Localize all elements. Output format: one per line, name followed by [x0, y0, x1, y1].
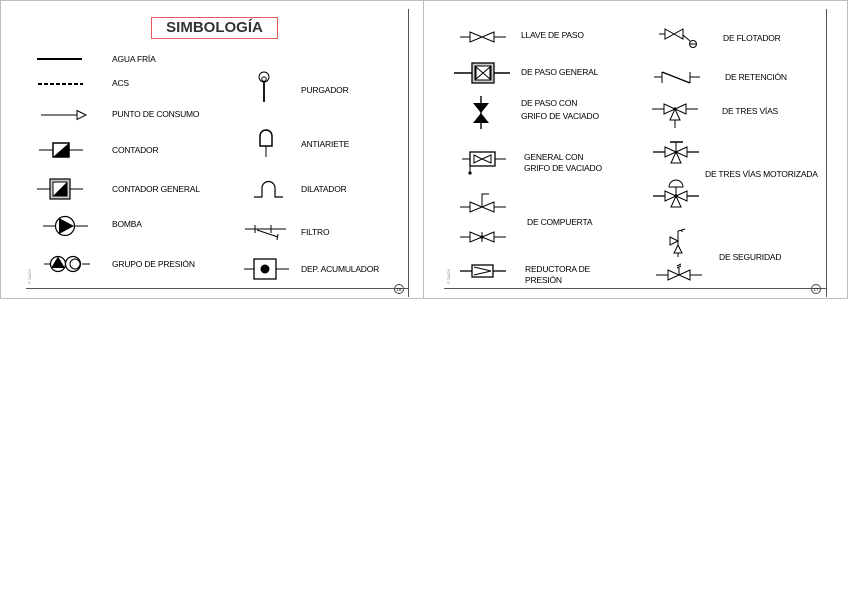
storage-tank-icon: [244, 258, 290, 280]
three-way-valve-icon: [652, 99, 700, 129]
cold-water-line-icon: [37, 56, 83, 62]
slide-frame-right-edge: [408, 9, 409, 297]
sluice-valve-icon: [460, 192, 508, 214]
safety-valve-icon: [668, 227, 688, 259]
label-contador: CONTADOR: [112, 145, 159, 155]
label-grifo-de-vaciado: GRIFO DE VACIADO: [521, 111, 599, 121]
label-reductora-de: REDUCTORA DE: [525, 264, 590, 274]
hot-water-dashed-line-icon: [38, 81, 84, 87]
pressure-group-icon: [44, 255, 92, 273]
general-stop-valve-icon: [454, 62, 512, 84]
label-antiariete: ANTIARIETE: [301, 139, 350, 149]
pressure-reducer-icon: [460, 263, 508, 279]
general-meter-icon: [37, 178, 85, 200]
filter-icon: [245, 223, 287, 241]
sluice-valve-alt-icon: [460, 229, 508, 245]
label-dilatador: DILATADOR: [301, 184, 347, 194]
water-hammer-arrestor-icon: [258, 128, 274, 158]
label-de-seguridad: DE SEGURIDAD: [719, 252, 782, 262]
stop-valve-with-drain-icon: [470, 96, 492, 130]
meter-icon: [39, 141, 85, 159]
label-agua-fria: AGUA FRÍA: [112, 54, 156, 64]
label-filtro: FILTRO: [301, 227, 330, 237]
label-llave-de-paso: LLAVE DE PASO: [521, 30, 584, 40]
label-purgador: PURGADOR: [301, 85, 349, 95]
slide-frame-bottom-edge: [26, 288, 409, 289]
slide-simbologia-2: [424, 0, 848, 299]
label-de-tres-vias: DE TRES VÍAS: [722, 106, 779, 116]
general-valve-with-drain-icon: [462, 151, 508, 177]
label-dep-acumulador: DEP. ACUMULADOR: [301, 264, 380, 274]
label-acs: ACS: [112, 78, 129, 88]
label-grupo-de-presion: GRUPO DE PRESIÓN: [112, 259, 195, 269]
gate-valve-icon: [460, 29, 508, 45]
page-number: 16: [394, 284, 404, 294]
label-general-con: GENERAL CON: [524, 152, 584, 162]
label-punto-de-consumo: PUNTO DE CONSUMO: [112, 109, 200, 119]
label-de-flotador: DE FLOTADOR: [723, 33, 781, 43]
label-de-compuerta: DE COMPUERTA: [527, 217, 593, 227]
page-number: 17: [811, 284, 821, 294]
page-title: SIMBOLOGÍA: [151, 17, 278, 39]
label-contador-general: CONTADOR GENERAL: [112, 184, 200, 194]
motorized-three-way-valve-icon: [653, 140, 701, 166]
float-valve-icon: [659, 26, 707, 50]
slide-frame-bottom-edge: [444, 288, 827, 289]
label-de-retencion: DE RETENCIÓN: [725, 72, 787, 82]
safety-valve-alt-icon: [656, 263, 704, 281]
copyright-note: © SACN: [27, 268, 32, 284]
air-vent-icon: [257, 71, 271, 103]
slide-frame-right-edge: [826, 9, 827, 297]
label-bomba: BOMBA: [112, 219, 142, 229]
label-presion: PRESIÓN: [525, 275, 562, 285]
label-de-tres-vias-motorizada: DE TRES VÍAS MOTORIZADA: [705, 169, 818, 179]
slide-simbologia-1: [0, 0, 424, 299]
expansion-loop-icon: [254, 179, 284, 199]
pump-icon: [43, 215, 89, 237]
check-valve-icon: [654, 67, 702, 85]
copyright-note: © SACN: [446, 268, 451, 284]
label-grifo-de-vaciado-2: GRIFO DE VACIADO: [524, 163, 602, 173]
label-de-paso-general: DE PASO GENERAL: [521, 67, 599, 77]
consumption-point-arrow-icon: [41, 109, 89, 121]
label-de-paso-con: DE PASO CON: [521, 98, 578, 108]
motorized-three-way-valve-alt-icon: [653, 179, 701, 209]
